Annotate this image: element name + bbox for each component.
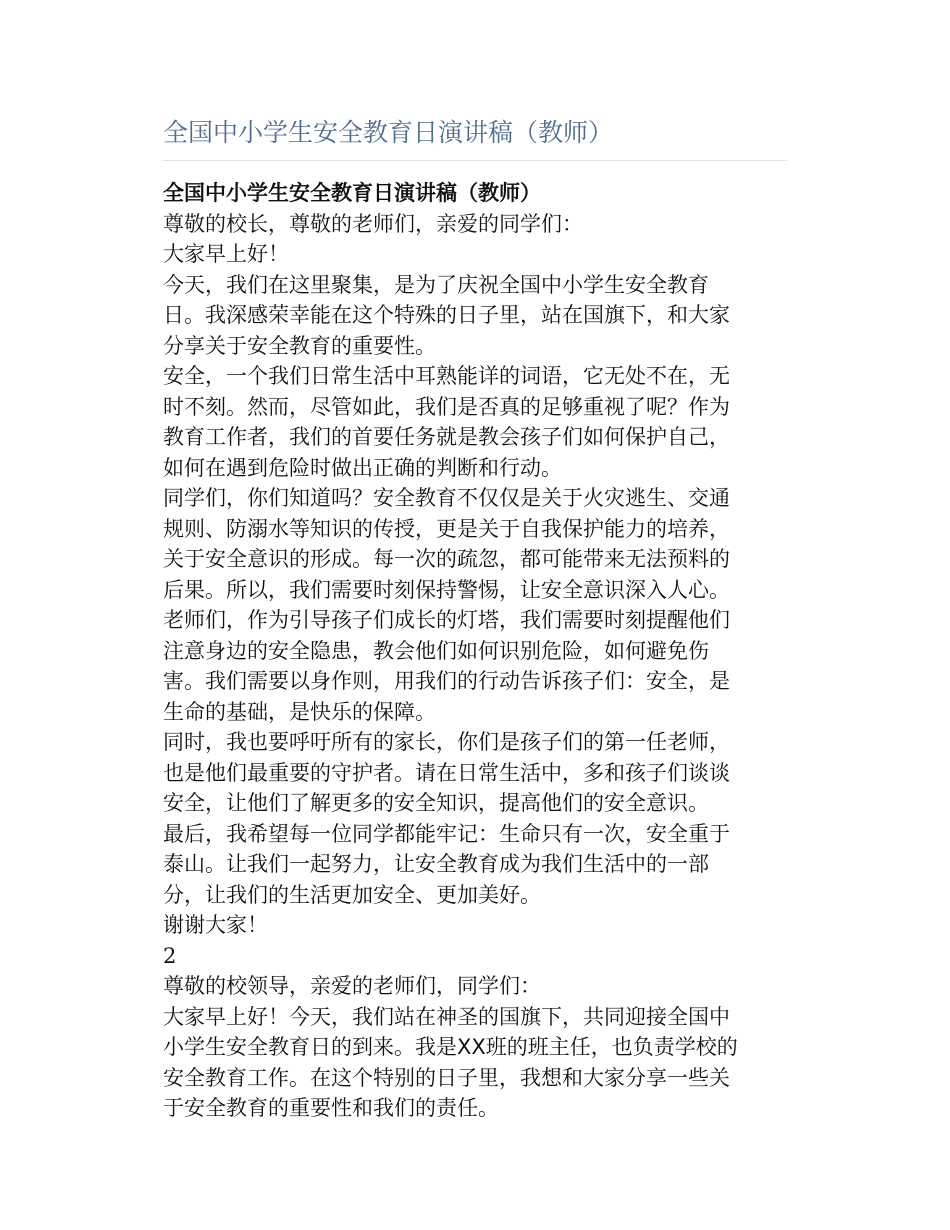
body-line: 教育工作者，我们的首要任务就是教会孩子们如何保护自己，	[163, 425, 730, 449]
body-line: 大家早上好！	[163, 242, 289, 266]
body-line: 泰山。让我们一起努力，让安全教育成为我们生活中的一部	[163, 852, 709, 876]
body-line: 分，让我们的生活更加安全、更加美好。	[163, 882, 541, 907]
body-line: 大家早上好！今天，我们站在神圣的国旗下，共同迎接全国中	[163, 1004, 730, 1029]
section-number: 2	[163, 943, 177, 968]
document-title: 全国中小学生安全教育日演讲稿（教师）	[163, 118, 614, 147]
title-divider	[163, 160, 787, 161]
body-line: 谢谢大家！	[163, 913, 268, 937]
body-line: 安全教育工作。在这个特别的日子里，我想和大家分享一些关	[163, 1065, 730, 1090]
speech-heading: 全国中小学生安全教育日演讲稿（教师）	[163, 181, 541, 205]
body-line: 如何在遇到危险时做出正确的判断和行动。	[163, 455, 562, 480]
body-line: 同学们，你们知道吗？安全教育不仅仅是关于火灾逃生、交通	[163, 486, 730, 510]
body-line: 尊敬的校长，尊敬的老师们，亲爱的同学们：	[163, 211, 583, 236]
body-line: 关于安全意识的形成。每一次的疏忽，都可能带来无法预料的	[163, 547, 730, 571]
body-line: 同时，我也要呼吁所有的家长，你们是孩子们的第一任老师，	[163, 730, 730, 754]
body-line: 害。我们需要以身作则，用我们的行动告诉孩子们：安全，是	[163, 669, 730, 693]
body-line: 规则、防溺水等知识的传授，更是关于自我保护能力的培养，	[163, 516, 730, 541]
body-line: 尊敬的校领导，亲爱的老师们，同学们：	[163, 974, 541, 998]
body-line: 日。我深感荣幸能在这个特殊的日子里，站在国旗下，和大家	[163, 303, 730, 327]
body-line: 老师们，作为引导孩子们成长的灯塔，我们需要时刻提醒他们	[163, 608, 730, 632]
body-line: 生命的基础，是快乐的保障。	[163, 699, 436, 724]
body-line: 分享关于安全教育的重要性。	[163, 333, 436, 358]
body-line: 小学生安全教育日的到来。我是XX班的班主任，也负责学校的	[163, 1035, 738, 1059]
body-line: 时不刻。然而，尽管如此，我们是否真的足够重视了呢？作为	[163, 394, 730, 419]
body-line: 安全，一个我们日常生活中耳熟能详的词语，它无处不在，无	[163, 364, 730, 388]
document-body	[163, 178, 773, 1124]
body-line: 于安全教育的重要性和我们的责任。	[163, 1096, 499, 1120]
body-line: 今天，我们在这里聚集，是为了庆祝全国中小学生安全教育	[163, 272, 709, 297]
body-line: 最后，我希望每一位同学都能牢记：生命只有一次，安全重于	[163, 821, 730, 846]
body-line: 也是他们最重要的守护者。请在日常生活中，多和孩子们谈谈	[163, 760, 730, 785]
body-line: 注意身边的安全隐患，教会他们如何识别危险，如何避免伤	[163, 638, 709, 663]
body-line: 后果。所以，我们需要时刻保持警惕，让安全意识深入人心。	[163, 577, 730, 602]
body-line: 安全，让他们了解更多的安全知识，提高他们的安全意识。	[163, 791, 709, 815]
